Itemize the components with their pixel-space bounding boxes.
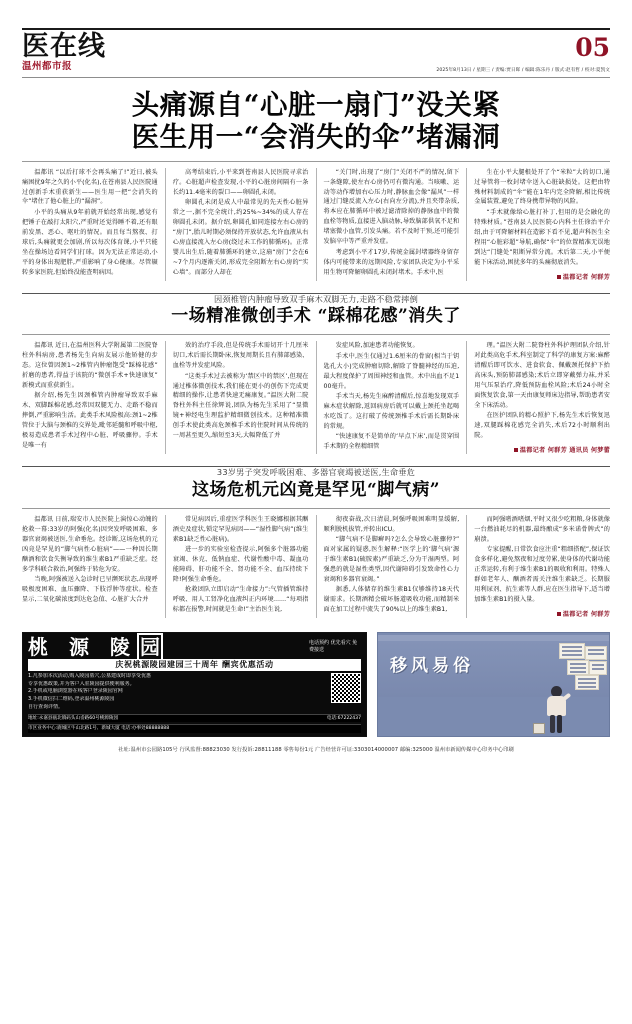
ad-contact-footer	[28, 714, 361, 722]
paragraph: 进一步的实验室检查提示,阿强多个脏器功能衰竭、休克、低钠血症、代谢性酸中毒、凝血功能障碍、肝功能不全、肾功能不全、血压持续下降!阿强生命垂危。	[172, 546, 309, 583]
article-lead-columns	[22, 168, 610, 281]
article-second-headline: 一场精准微创手术 “踩棉花感”消失了	[171, 306, 461, 327]
paragraph: “快速康复不是简单的‘早点下床’,而是贯穿围手术期的全程精细管	[323, 433, 460, 451]
headline-line-2: 医生用一“会消失的伞”堵漏洞	[131, 120, 501, 153]
column	[165, 341, 316, 454]
campaign-title: 移风易俗	[390, 655, 474, 676]
column	[466, 515, 610, 618]
ad-address: 地址:永嘉县瓯北镇码头山岙路60号桃源陵园	[28, 715, 119, 721]
article-third	[22, 466, 610, 618]
column	[316, 168, 467, 281]
column	[165, 515, 316, 618]
ad-subbanner: 庆祝桃源陵园建园三十周年 酬宾优惠活动	[28, 659, 361, 671]
poster-icon	[559, 643, 585, 659]
ad-taoyuan-cemetery[interactable]	[22, 632, 367, 737]
ad-term-item: 1.凡参加本次活动,购入陵园墓穴,公墓建成时即享受优惠	[28, 672, 151, 679]
article-second-rule	[22, 334, 610, 335]
article-third-byline	[474, 609, 610, 618]
advertisement-strip	[22, 632, 610, 737]
paragraph: 据悉,人体储存的维生素B1仅够维持18天代谢需求。长期酒精会破坏肠道吸收功能,而精制米面在加工过程中流失了90%以上的维生素B1,	[323, 586, 460, 614]
column	[22, 168, 165, 281]
article-second-byline	[474, 445, 610, 454]
paragraph: “脚气病不是脚癣吗?怎么会导致心脏骤停?”面对家属的疑惑,医生解释:“医学上的‘脚气病’源于维生素B1(硫胺素)严重缺乏,分为干湿两型。阿强患的就是湿性类型,因代谢障碍引发致命性心力衰竭和多器官衰竭。”	[323, 536, 460, 583]
section-title: 医在线	[22, 31, 106, 62]
paragraph: 而阿强嗜酒嗜烟,平时又很少吃粗粮,身体就像一台燃油耗尽的机器,最终酿成“多米诺骨牌式”的崩溃。	[474, 515, 610, 543]
article-third-headline: 这场危机元凶竟是罕见“脚气病”	[191, 479, 441, 500]
paragraph: 考虑到小平才17岁,传统金属封堵器终身留存体内可能带来的远期风险,专家团队决定为小平采用生物可降解卵圆孔未闭封堵术。手术中,医	[323, 248, 460, 276]
byline-marker-icon	[514, 448, 518, 452]
byline-text: 温都记者 何群芳	[562, 273, 610, 281]
column	[466, 168, 610, 281]
masthead	[22, 0, 610, 78]
ad-phone: 电话:67222437	[326, 715, 361, 721]
poster-icon	[575, 675, 599, 690]
paragraph: 当晚,阿强被送入急诊时已呈濒死状态,出现呼吸极度困难、血压骤降、下肢浮肿等症状。检查显示,二氧化碳浓度到达危急值、心脏扩大合并	[22, 576, 158, 603]
page-footer: 社址:温州市公园路105号 行风监督:88823030 发行投诉:28811188 零售每份1元 广告经营许可证:3303014000007 邮编:325000 温州市新闻传媒中心印务中心印刷	[118, 746, 514, 753]
paragraph: 温都讯 “以后打球不会再头痛了!”近日,被头痛困扰9年之久的小平(化名),在苍南县人民医院通过创新手术重获新生——医生用一把“会消失的伞”堵住了他心脏上的“漏洞”。	[22, 168, 158, 206]
ad-term-item: 2.手机或电脑浏览器在线客户登录陵园官网	[28, 688, 123, 695]
article-lead	[22, 90, 610, 281]
article-lead-headline	[22, 90, 610, 154]
article-second	[22, 293, 610, 455]
ad-term-item: 3.手机微信扫二维码,登录温州桃源陵园	[28, 696, 115, 703]
ad-brand-boxed-char: 园	[137, 633, 163, 661]
paragraph: 常见病因后,重症医学科医生王晓娜根据其酗酒史及症状,锁定罕见病因——“湿性脚气病”(维生素B1缺乏性心脏病)。	[172, 515, 309, 543]
masthead-bottom-rule	[22, 77, 610, 78]
paragraph: 生在小平大腿根处开了个“米粒”大的切口,通过导管将一枚封堵伞送入心脏缺损处。这把由特殊材料制成的“伞”能在1年内完全降解,相比传统金属装置,避免了终身携带异物的风险。	[474, 168, 610, 206]
paragraph: 小平的头痛从9年前就开始经常出现,感觉有把锤子在敲打太阳穴,严重时还觉得睡不着,还有眼前发黑、恶心、呕吐的情况。而且每当熬夜、打球后,头痛就更会加剧,所以每次体育课,小平只能坐在操场边看同学们打球。因为无法正常运动,小平的身体出现肥胖,严重影响了身心健康。尽管辗转多家医院,但始终没能查明病因。	[22, 208, 158, 276]
paper-name: 温州都市报	[22, 61, 73, 73]
paragraph: 理。”温医大附二院脊柱外科护理团队介绍,针对此类高危手术,科室制定了科学的康复方案:麻醉清醒后即可饮水、进食软食、佩戴颈托保护下抬高床头,预防肺部感染;术后立即穿戴弹力袜,并采用气压泵治疗,降低预防血栓风险;术后24小时全面恢复饮食,第一天由康复师床边指导,帮助患者安全下床活动。	[474, 342, 610, 409]
column	[22, 515, 165, 618]
paragraph: “手术就像给心脏打补丁,但用的是会融化的特殊材质。”苍南县人民医院心内科主任徐治平介绍,由于可降解材料在造影下看不见,超声科医生全程用“心脏彩超”导航,确保“伞”的位置精准无误地到达“门缝处”阻断异常分流。术后第二天,小平便能下床活动,困扰多年的头痛彻底消失。	[474, 208, 610, 266]
worker-head	[551, 686, 562, 697]
ad-custom-reform-campaign[interactable]	[377, 632, 610, 737]
paragraph: 彻夜奋战,次日清晨,阿强呼吸困难明显缓解,顺利脱机拔管,并转出ICU。	[323, 515, 460, 533]
paragraph: 卵圆孔未闭是成人中最常见的先天性心脏异常之一,据不完全统计,约25%~34%的成人存在卵圆孔未闭。据介绍,卵圆孔如同连接左右心房的“房门”,胎儿时期必须保持开放状态,允许血液从右心房直接流入左心房(绕过未工作的肺循环)。正常婴儿出生后,随着肺循环的建立,这扇“房门”会在6~7个月内逐渐关闭,形成完全阻断左右心房的“实心墙”。而部分人却在	[172, 198, 309, 276]
article-second-columns	[22, 341, 610, 454]
byline-marker-icon	[557, 612, 561, 616]
paragraph: 发症风险,加速患者功能恢复。	[335, 342, 419, 350]
poster-icon	[589, 661, 607, 675]
dateline: 2025年8月13日 / 星期三 / 责编:贾日晖 / 编辑:陈乐丹 / 版式:赵有哲 / 校对:夏凯文	[436, 67, 610, 73]
paragraph: 抢救团队立即启动“生命接力”:气管插管维持呼吸、用人工肾净化血液纠正内环境……“每项指标都在报警,时间就是生命!”主治医生说,	[172, 586, 309, 614]
column	[165, 168, 316, 281]
paragraph: 手术中,医生仅通过1.6厘米的骨窗(相当于钥匙孔大小)完成肿瘤切除,解除了脊髓神经的压迫,最大程度保护了周围神经和血管。术中出血不足100毫升。	[323, 352, 460, 390]
paragraph: 高考结束后,小平来到苍南县人民医院寻求治疗。心脏超声检查发现,小平的心脏房间隔有一条长约11.4毫米的裂口——卵圆孔未闭。	[172, 168, 309, 196]
byline-text: 温都记者 何群芳	[562, 610, 610, 618]
ad-terms-list	[28, 673, 327, 712]
byline-text: 温都记者 何群芳 通讯员 何梦蕾	[519, 447, 610, 455]
article-lead-rule	[22, 161, 610, 162]
worker-illustration	[545, 686, 569, 734]
worker-arm	[562, 692, 572, 701]
ad-brand-name	[28, 634, 304, 659]
worker-leg	[550, 715, 555, 733]
column	[466, 341, 610, 454]
ad-term-item: 自行查询详情。	[28, 703, 64, 710]
article-third-rule	[22, 508, 610, 509]
article-third-columns	[22, 515, 610, 618]
paragraph: 温都讯 日前,瑞安市人民医院上演惊心动魄的抢救一幕:33岁的阿强(化名)因突发呼吸困难、多器官衰竭被送医,生命垂危。经诊断,这场危机的元凶竟是罕见的“脚气病性心脏病”——一种因长期酗酒和饮食失衡导致的维生素B1严重缺乏症。经多学科联合救治,阿强终于转危为安。	[22, 515, 158, 573]
paragraph: 据介绍,杨先生因颈椎管内肿瘤导致双手麻木、双脚踩棉花感,经常因双腿无力、走路不稳而摔倒,严重影响生活。此类手术风险极高:颈1~2椎管位于大脑与颈椎的交界处,毗邻延髓和呼吸中枢,极易造成患者手术过程中心脏、呼吸骤停。手术是唯一有	[22, 392, 158, 450]
paste-bucket-icon	[533, 723, 545, 734]
article-second-kicker: 因颈椎管内肿瘤导致双手麻木双脚无力,走路不稳常摔倒	[213, 293, 419, 304]
article-lead-byline	[474, 272, 610, 281]
ad-office-footer	[28, 724, 361, 732]
ad-term-item: 专享优惠政策,并为客户入驻陵园提供便利服务。	[28, 680, 135, 687]
ad-office: 市区业务中心:鹿城区牛山北路1号、新城大厦 电话:办事处88888888	[28, 726, 170, 732]
column	[316, 515, 467, 618]
paragraph: 专家提醒,日常饮食应注重“粗细搭配”,保证饮食多样化,避免熬夜和过度劳累,使身体的代谢功能正常运转,有利于维生素B1的吸收和利用。特殊人群如老年人、酗酒者需关注维生素缺乏。长期服用利尿剂、抗生素等人群,应在医生指导下,适当增加维生素B1的摄入量。	[474, 546, 610, 603]
headline-line-1: 头痛源自“心脏一扇门”没关紧	[131, 88, 501, 121]
column	[316, 341, 467, 454]
article-third-kicker: 33岁男子突发呼吸困难、多器官衰竭被送医,生命垂危	[216, 467, 416, 478]
paragraph: 手术当天,杨先生麻醉清醒后,惊喜地发现双手麻木症状解除,返回病房后就可以戴上颈托坐起喝水吃饭了。这打破了传统颈椎手术后需长期卧床的常规。	[323, 392, 460, 430]
column	[22, 341, 165, 454]
paragraph: 温都讯 近日,在温州医科大学附属第二医院脊柱外科病房,患者杨先生向病友展示他矫健的步态。这位曾因颈1~2椎管内肿瘤饱受“踩棉花感”折磨的患者,得益于该院的“微创手术+快速康复”新模式而重获新生。	[22, 342, 158, 389]
qr-code-icon[interactable]	[331, 673, 361, 703]
paragraph: “关门时,出现了“房门”关闭不严的情况,留下一条缝隙,使左右心房仍可有微沟通。当咳嗽、运动等动作增加右心压力时,静脉血会像“漏风”一样通过门缝反流入左心(右向左分流),并且夹带杂质,将本应在肺循环中被过滤清除掉的静脉血中的微血栓等物质,直接进入脑动脉,导致脑部供氧不足和堵塞微小血管,引发头痛。若不及时干预,还可能引发脑卒中等严重并发症。	[323, 168, 460, 246]
page-number: 05	[575, 32, 610, 62]
ad-brand-chars: 桃 源 陵	[28, 634, 137, 659]
paragraph: 在医护团队的精心照护下,杨先生术后恢复迅速,双腿踩棉花感完全消失,术后72小时顺利出院。	[474, 412, 610, 440]
worker-leg	[557, 715, 562, 733]
poster-icon	[585, 646, 607, 660]
paragraph: 效的治疗手段,但是传统手术需切开十几厘米切口,术后需长期卧床,恢复周期长且有肺部感染、血栓等并发症风险。	[172, 342, 309, 370]
ad-hotline-note: 电话预约 优先看穴 免费接送	[309, 639, 358, 654]
poster-icon	[567, 660, 589, 675]
byline-marker-icon	[557, 275, 561, 279]
paragraph: “这类手术过去被称为‘禁区中的禁区’,但现在通过椎体微创技术,我们能在更小的创伤下完成更精细的操作,让患者快速无痛康复。”温医大附二院脊柱外科主任徐辉说,团队为杨先生采用了“显微镜+神经电生理监护精细微创技术。这种精准微创手术使此类高危颈椎手术的住院时间从传统的一周甚至更久,缩短至3天,大幅降低了并	[172, 372, 309, 440]
